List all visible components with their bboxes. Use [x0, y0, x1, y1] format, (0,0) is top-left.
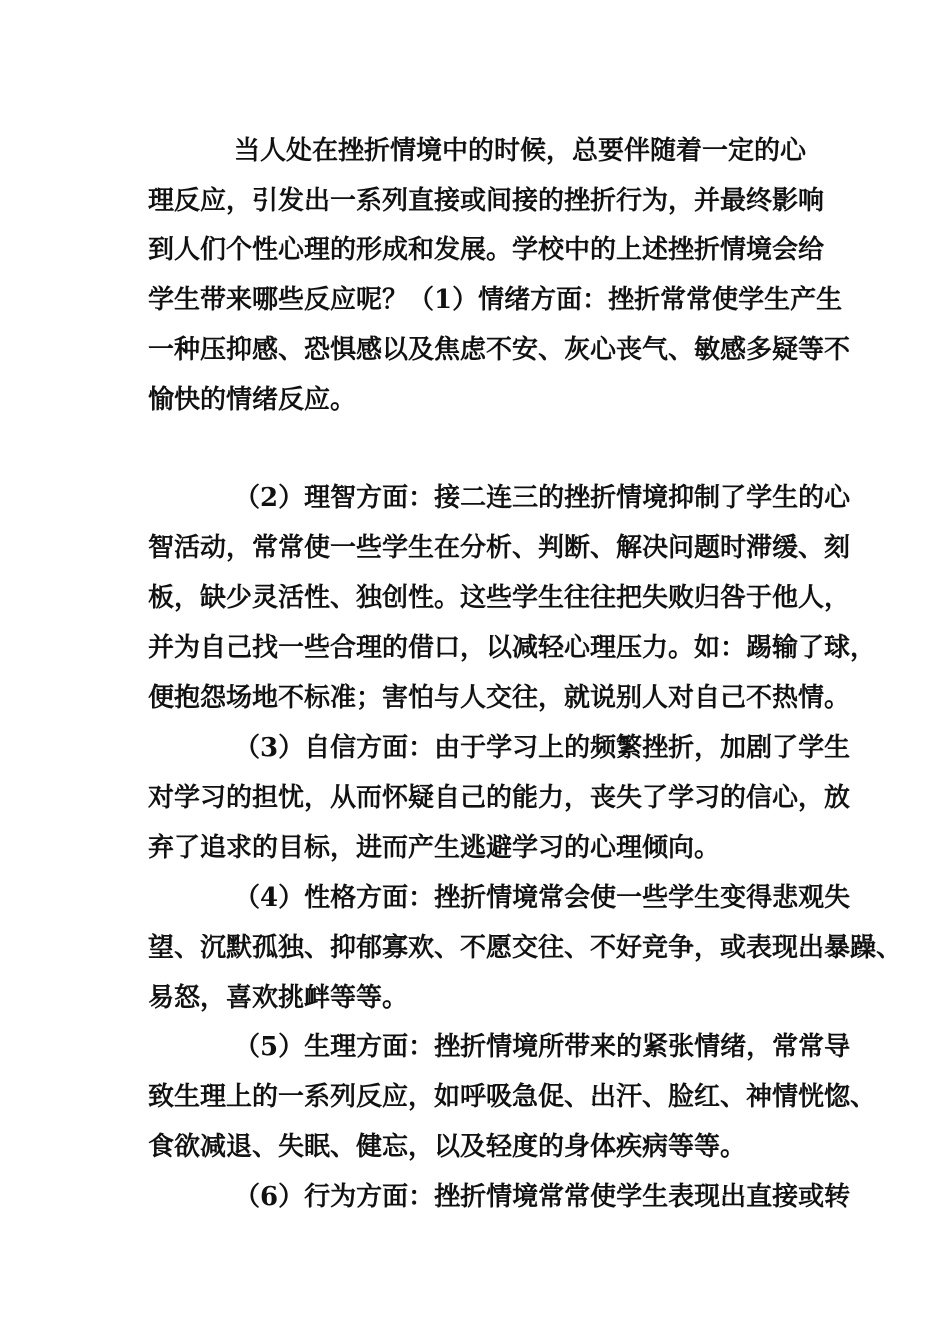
paragraph-6-line-1: （6）行为方面：挫折情境常常使学生表现出直接或转 [234, 1182, 851, 1212]
paragraph-2-line-2: 智活动，常常使一些学生在分析、判断、解决问题时滞缓、刻 [148, 533, 851, 563]
paragraph-3-line-3: 弃了追求的目标，进而产生逃避学习的心理倾向。 [148, 833, 721, 863]
paragraph-5-line-2: 致生理上的一系列反应，如呼吸急促、出汗、脸红、神情恍惚、 [148, 1082, 877, 1112]
paragraph-5-line-3: 食欲减退、失眠、健忘，以及轻度的身体疾病等等。 [148, 1132, 747, 1162]
paragraph-1-line-4: 学生带来哪些反应呢？（1）情绪方面：挫折常常使学生产生 [148, 285, 843, 315]
paragraph-5-line-1: （5）生理方面：挫折情境所带来的紧张情绪，常常导 [234, 1032, 851, 1062]
paragraph-1-line-3: 到人们个性心理的形成和发展。学校中的上述挫折情境会给 [148, 235, 825, 265]
paragraph-3-line-2: 对学习的担忧，从而怀疑自己的能力，丧失了学习的信心，放 [148, 783, 851, 813]
paragraph-2-line-5: 便抱怨场地不标准；害怕与人交往，就说别人对自己不热情。 [148, 683, 851, 713]
paragraph-2-line-1: （2）理智方面：接二连三的挫折情境抑制了学生的心 [234, 483, 851, 513]
paragraph-1-line-1: 当人处在挫折情境中的时候，总要伴随着一定的心 [234, 136, 807, 166]
paragraph-4-line-2: 望、沉默孤独、抑郁寡欢、不愿交往、不好竞争，或表现出暴躁、 [148, 933, 903, 963]
paragraph-4-line-3: 易怒，喜欢挑衅等等。 [148, 983, 409, 1013]
paragraph-3-line-1: （3）自信方面：由于学习上的频繁挫折，加剧了学生 [234, 733, 851, 763]
paragraph-2-line-3: 板，缺少灵活性、独创性。这些学生往往把失败归咎于他人， [148, 583, 851, 613]
paragraph-2-line-4: 并为自己找一些合理的借口，以减轻心理压力。如：踢输了球， [148, 633, 877, 663]
paragraph-4-line-1: （4）性格方面：挫折情境常会使一些学生变得悲观失 [234, 883, 851, 913]
paragraph-1-line-2: 理反应，引发出一系列直接或间接的挫折行为，并最终影响 [148, 186, 825, 216]
paragraph-1-line-5: 一种压抑感、恐惧感以及焦虑不安、灰心丧气、敏感多疑等不 [148, 335, 851, 365]
paragraph-1-line-6: 愉快的情绪反应。 [148, 385, 357, 415]
